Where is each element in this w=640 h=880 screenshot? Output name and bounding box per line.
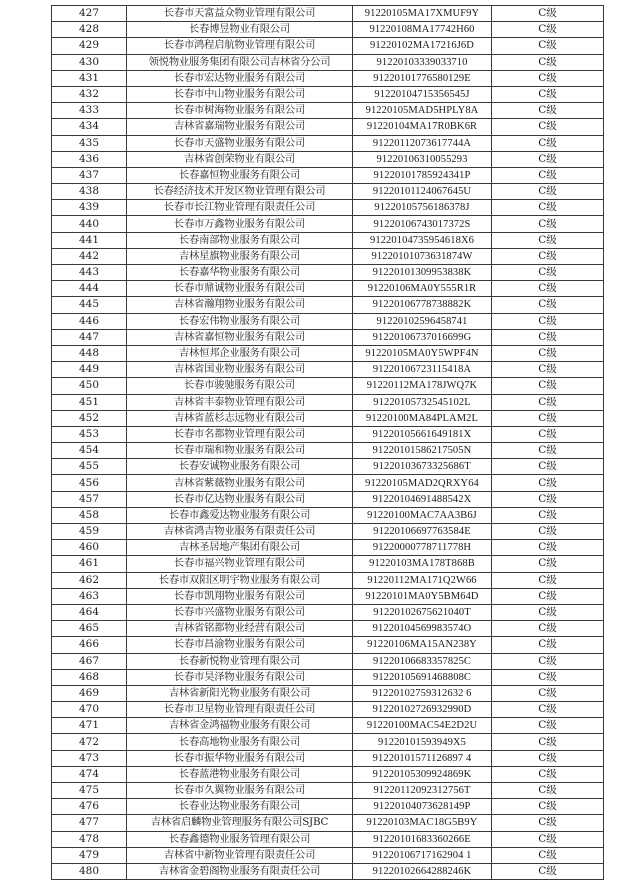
credit-code-cell: 91220106737016699G (353, 329, 492, 345)
credit-code-cell: 91220105309924869K (353, 766, 492, 782)
company-name-cell: 吉林省金碧阁物业服务有限责任公司 (127, 863, 353, 879)
grade-cell: C级 (492, 556, 604, 572)
company-name-cell: 长春市鼎诚物业服务有限公司 (127, 281, 353, 297)
table-row (52, 443, 604, 459)
company-name-cell: 吉林省国业物业服务有限公司 (127, 362, 353, 378)
grade-cell: C级 (492, 265, 604, 281)
credit-code-cell: 91220106717162904 1 (353, 847, 492, 863)
credit-code-cell: 91220112073617744A (353, 135, 492, 151)
row-number-cell: 454 (52, 443, 127, 459)
company-name-cell: 吉林省丰泰物业管理有限公司 (127, 394, 353, 410)
table-row (52, 863, 604, 879)
credit-code-cell: 91220101571126897 4 (353, 750, 492, 766)
company-name-cell: 吉林省嘉瑞物业服务有限公司 (127, 119, 353, 135)
credit-code-cell: 91220102726932990D (353, 702, 492, 718)
table-row (52, 604, 604, 620)
table-row (52, 750, 604, 766)
credit-code-cell: 91220102759312632 6 (353, 685, 492, 701)
row-number-cell: 436 (52, 151, 127, 167)
row-number-cell: 474 (52, 766, 127, 782)
row-number-cell: 429 (52, 38, 127, 54)
company-name-cell: 长春市昌渝物业服务有限公司 (127, 637, 353, 653)
row-number-cell: 462 (52, 572, 127, 588)
row-number-cell: 451 (52, 394, 127, 410)
company-name-cell: 长春宏伟物业服务有限公司 (127, 313, 353, 329)
row-number-cell: 449 (52, 362, 127, 378)
credit-code-cell: 91220105691468808C (353, 669, 492, 685)
table-row (52, 86, 604, 102)
table-row (52, 766, 604, 782)
row-number-cell: 478 (52, 831, 127, 847)
company-name-cell: 长春市鑫爱达物业服务有限公司 (127, 507, 353, 523)
company-name-cell: 吉林省瀚翔物业服务有限公司 (127, 297, 353, 313)
table-row (52, 345, 604, 361)
table-row (52, 637, 604, 653)
company-name-cell: 长春市鸿程启航物业管理有限公司 (127, 38, 353, 54)
row-number-cell: 460 (52, 540, 127, 556)
company-name-cell: 长春市兴盛物业服务有限公司 (127, 604, 353, 620)
credit-code-cell: 91220105MAD5HPLY8A (353, 103, 492, 119)
credit-code-cell: 91220105732545102L (353, 394, 492, 410)
credit-code-cell: 91220103673325686T (353, 459, 492, 475)
row-number-cell: 468 (52, 669, 127, 685)
table-row (52, 329, 604, 345)
company-name-cell: 吉林省启麟物业管理服务有限公司SJBC (127, 815, 353, 831)
credit-code-cell: 91220101586217505N (353, 443, 492, 459)
table-row (52, 70, 604, 86)
table-row (52, 459, 604, 475)
row-number-cell: 438 (52, 184, 127, 200)
grade-cell: C级 (492, 248, 604, 264)
row-number-cell: 443 (52, 265, 127, 281)
company-name-cell: 长春市长江物业管理有限责任公司 (127, 200, 353, 216)
credit-code-cell: 91220112092312756T (353, 783, 492, 799)
credit-code-cell: 91220000778711778H (353, 540, 492, 556)
row-number-cell: 448 (52, 345, 127, 361)
company-name-cell: 长春市中山物业服务有限公司 (127, 86, 353, 102)
table-row (52, 200, 604, 216)
credit-code-cell: 91220108MA17742H60 (353, 22, 492, 38)
credit-code-cell: 91220101776580129E (353, 70, 492, 86)
credit-code-cell: 91220102664288246K (353, 863, 492, 879)
credit-code-cell: 91220105756186378J (353, 200, 492, 216)
grade-cell: C级 (492, 426, 604, 442)
grade-cell: C级 (492, 297, 604, 313)
credit-code-cell: 91220104715356545J (353, 86, 492, 102)
table-row (52, 6, 604, 22)
table-row (52, 588, 604, 604)
table-row (52, 524, 604, 540)
company-name-cell: 长春市天富益众物业管理有限公司 (127, 6, 353, 22)
document-table-container (51, 5, 604, 880)
table-row (52, 556, 604, 572)
table-body (52, 6, 604, 880)
credit-code-cell: 91220112MA171Q2W66 (353, 572, 492, 588)
company-name-cell: 长春市亿达物业服务有限公司 (127, 491, 353, 507)
credit-code-cell: 91220100MAC54E2D2U (353, 718, 492, 734)
row-number-cell: 469 (52, 685, 127, 701)
company-name-cell: 长春市振华物业服务有限公司 (127, 750, 353, 766)
credit-code-cell: 91220104735954618X6 (353, 232, 492, 248)
company-name-cell: 吉林省蓝杉志远物业有限公司 (127, 410, 353, 426)
table-row (52, 621, 604, 637)
grade-cell: C级 (492, 766, 604, 782)
company-name-cell: 长春市卫星物业管理有限责任公司 (127, 702, 353, 718)
company-name-cell: 长春市久翼物业服务有限公司 (127, 783, 353, 799)
company-name-cell: 长春市宏达物业服务有限公司 (127, 70, 353, 86)
grade-cell: C级 (492, 847, 604, 863)
grade-cell: C级 (492, 863, 604, 879)
company-name-cell: 吉林省中新物业管理有限责任公司 (127, 847, 353, 863)
table-row (52, 216, 604, 232)
table-row (52, 653, 604, 669)
grade-cell: C级 (492, 200, 604, 216)
credit-code-cell: 91220104569983574O (353, 621, 492, 637)
grade-cell: C级 (492, 815, 604, 831)
grade-cell: C级 (492, 443, 604, 459)
table-row (52, 54, 604, 70)
table-row (52, 394, 604, 410)
row-number-cell: 431 (52, 70, 127, 86)
grade-cell: C级 (492, 184, 604, 200)
table-row (52, 151, 604, 167)
row-number-cell: 444 (52, 281, 127, 297)
grade-cell: C级 (492, 329, 604, 345)
grade-cell: C级 (492, 54, 604, 70)
row-number-cell: 457 (52, 491, 127, 507)
row-number-cell: 446 (52, 313, 127, 329)
table-row (52, 362, 604, 378)
company-name-cell: 吉林恒邦企业服务有限公司 (127, 345, 353, 361)
row-number-cell: 434 (52, 119, 127, 135)
credit-code-cell: 91220102596458741 (353, 313, 492, 329)
row-number-cell: 435 (52, 135, 127, 151)
grade-cell: C级 (492, 216, 604, 232)
table-row (52, 184, 604, 200)
table-row (52, 507, 604, 523)
company-name-cell: 吉林省金鸿福物业服务有限公司 (127, 718, 353, 734)
credit-code-cell: 91220101MA0Y5BM64D (353, 588, 492, 604)
credit-code-cell: 91220106310055293 (353, 151, 492, 167)
row-number-cell: 430 (52, 54, 127, 70)
company-name-cell: 吉林省新阳光物业服务有限公司 (127, 685, 353, 701)
row-number-cell: 459 (52, 524, 127, 540)
company-name-cell: 长春市天盛物业服务有限公司 (127, 135, 353, 151)
table-row (52, 248, 604, 264)
grade-cell: C级 (492, 475, 604, 491)
company-name-cell: 长春新悦物业管理有限公司 (127, 653, 353, 669)
table-row (52, 167, 604, 183)
row-number-cell: 477 (52, 815, 127, 831)
company-name-cell: 吉林星旗物业服务有限公司 (127, 248, 353, 264)
grade-cell: C级 (492, 103, 604, 119)
company-name-cell: 长春市万鑫物业服务有限公司 (127, 216, 353, 232)
table-row (52, 297, 604, 313)
credit-code-cell: 91220106743017372S (353, 216, 492, 232)
table-row (52, 799, 604, 815)
credit-code-cell: 91220106683357825C (353, 653, 492, 669)
grade-cell: C级 (492, 734, 604, 750)
row-number-cell: 472 (52, 734, 127, 750)
table-row (52, 135, 604, 151)
row-number-cell: 473 (52, 750, 127, 766)
row-number-cell: 465 (52, 621, 127, 637)
grade-cell: C级 (492, 459, 604, 475)
table-row (52, 572, 604, 588)
table-row (52, 119, 604, 135)
table-row (52, 815, 604, 831)
table-row (52, 265, 604, 281)
company-name-cell: 长春市瑞和物业服务有限公司 (127, 443, 353, 459)
grade-cell: C级 (492, 669, 604, 685)
credit-code-cell: 91220105MA17XMUF9Y (353, 6, 492, 22)
table-row (52, 475, 604, 491)
table-row (52, 783, 604, 799)
company-name-cell: 领悦物业服务集团有限公司吉林省分公司 (127, 54, 353, 70)
grade-cell: C级 (492, 718, 604, 734)
credit-code-cell: 91220101683360266E (353, 831, 492, 847)
company-name-cell: 长春市昊泽物业服务有限公司 (127, 669, 353, 685)
grade-cell: C级 (492, 22, 604, 38)
table-row (52, 232, 604, 248)
row-number-cell: 450 (52, 378, 127, 394)
row-number-cell: 433 (52, 103, 127, 119)
grade-cell: C级 (492, 410, 604, 426)
table-row (52, 378, 604, 394)
row-number-cell: 445 (52, 297, 127, 313)
grade-cell: C级 (492, 119, 604, 135)
credit-code-cell: 91220100MAC7AA3B6J (353, 507, 492, 523)
grade-cell: C级 (492, 588, 604, 604)
row-number-cell: 452 (52, 410, 127, 426)
credit-code-cell: 91220103339033710 (353, 54, 492, 70)
credit-code-cell: 91220106697763584E (353, 524, 492, 540)
row-number-cell: 470 (52, 702, 127, 718)
company-name-cell: 吉林省铭都物业经营有限公司 (127, 621, 353, 637)
grade-cell: C级 (492, 750, 604, 766)
row-number-cell: 428 (52, 22, 127, 38)
grade-cell: C级 (492, 38, 604, 54)
row-number-cell: 475 (52, 783, 127, 799)
table-row (52, 313, 604, 329)
row-number-cell: 453 (52, 426, 127, 442)
credit-code-cell: 91220106723115418A (353, 362, 492, 378)
credit-code-cell: 91220106MA0Y555R1R (353, 281, 492, 297)
grade-cell: C级 (492, 540, 604, 556)
row-number-cell: 464 (52, 604, 127, 620)
row-number-cell: 463 (52, 588, 127, 604)
row-number-cell: 455 (52, 459, 127, 475)
table-row (52, 281, 604, 297)
company-name-cell: 长春嘉华物业服务有限公司 (127, 265, 353, 281)
company-name-cell: 吉林圣居地产集团有限公司 (127, 540, 353, 556)
row-number-cell: 437 (52, 167, 127, 183)
company-name-cell: 长春市福兴物业管理有限公司 (127, 556, 353, 572)
grade-cell: C级 (492, 507, 604, 523)
credit-code-cell: 91220104073628149P (353, 799, 492, 815)
grade-cell: C级 (492, 604, 604, 620)
grade-cell: C级 (492, 572, 604, 588)
credit-code-cell: 91220101593949X5 (353, 734, 492, 750)
company-grade-table (51, 5, 604, 880)
grade-cell: C级 (492, 831, 604, 847)
credit-code-cell: 91220106MA15AN238Y (353, 637, 492, 653)
grade-cell: C级 (492, 135, 604, 151)
credit-code-cell: 91220101785924341P (353, 167, 492, 183)
company-name-cell: 吉林省紫薇物业服务有限公司 (127, 475, 353, 491)
grade-cell: C级 (492, 151, 604, 167)
company-name-cell: 长春市双阳区明宇物业服务有限公司 (127, 572, 353, 588)
company-name-cell: 长春市名都物业管理有限公司 (127, 426, 353, 442)
credit-code-cell: 91220105661649181X (353, 426, 492, 442)
table-row (52, 831, 604, 847)
company-name-cell: 长春经济技术开发区物业管理有限公司 (127, 184, 353, 200)
credit-code-cell: 91220106778738882K (353, 297, 492, 313)
grade-cell: C级 (492, 783, 604, 799)
table-row (52, 702, 604, 718)
grade-cell: C级 (492, 637, 604, 653)
credit-code-cell: 91220101309953838K (353, 265, 492, 281)
grade-cell: C级 (492, 394, 604, 410)
row-number-cell: 476 (52, 799, 127, 815)
row-number-cell: 479 (52, 847, 127, 863)
credit-code-cell: 91220103MA178T868B (353, 556, 492, 572)
row-number-cell: 461 (52, 556, 127, 572)
company-name-cell: 长春南部物业服务有限公司 (127, 232, 353, 248)
grade-cell: C级 (492, 281, 604, 297)
credit-code-cell: 91220112MA178JWQ7K (353, 378, 492, 394)
company-name-cell: 长春市凯翔物业服务有限公司 (127, 588, 353, 604)
company-name-cell: 长春嘉恒物业服务有限公司 (127, 167, 353, 183)
table-row (52, 426, 604, 442)
company-name-cell: 长春市骏驰服务有限公司 (127, 378, 353, 394)
table-row (52, 38, 604, 54)
row-number-cell: 439 (52, 200, 127, 216)
grade-cell: C级 (492, 6, 604, 22)
row-number-cell: 467 (52, 653, 127, 669)
grade-cell: C级 (492, 378, 604, 394)
row-number-cell: 471 (52, 718, 127, 734)
company-name-cell: 长春鑫德物业服务管理有限公司 (127, 831, 353, 847)
table-row (52, 22, 604, 38)
company-name-cell: 长春业达物业服务有限公司 (127, 799, 353, 815)
row-number-cell: 480 (52, 863, 127, 879)
company-name-cell: 吉林省嘉恒物业服务有限公司 (127, 329, 353, 345)
table-row (52, 669, 604, 685)
company-name-cell: 长春市树海物业服务有限公司 (127, 103, 353, 119)
row-number-cell: 432 (52, 86, 127, 102)
table-row (52, 734, 604, 750)
credit-code-cell: 91220103MAC18G5B9Y (353, 815, 492, 831)
grade-cell: C级 (492, 653, 604, 669)
grade-cell: C级 (492, 685, 604, 701)
table-row (52, 491, 604, 507)
credit-code-cell: 91220104691488542X (353, 491, 492, 507)
table-row (52, 847, 604, 863)
grade-cell: C级 (492, 491, 604, 507)
row-number-cell: 440 (52, 216, 127, 232)
row-number-cell: 456 (52, 475, 127, 491)
grade-cell: C级 (492, 524, 604, 540)
grade-cell: C级 (492, 86, 604, 102)
credit-code-cell: 91220101073631874W (353, 248, 492, 264)
grade-cell: C级 (492, 167, 604, 183)
row-number-cell: 442 (52, 248, 127, 264)
table-row (52, 718, 604, 734)
row-number-cell: 447 (52, 329, 127, 345)
table-row (52, 685, 604, 701)
grade-cell: C级 (492, 70, 604, 86)
row-number-cell: 441 (52, 232, 127, 248)
grade-cell: C级 (492, 621, 604, 637)
row-number-cell: 466 (52, 637, 127, 653)
grade-cell: C级 (492, 313, 604, 329)
grade-cell: C级 (492, 232, 604, 248)
company-name-cell: 长春博昱物业有限公司 (127, 22, 353, 38)
credit-code-cell: 91220104MA17R0BK6R (353, 119, 492, 135)
credit-code-cell: 91220101124067645U (353, 184, 492, 200)
grade-cell: C级 (492, 362, 604, 378)
credit-code-cell: 91220100MA84PLAM2L (353, 410, 492, 426)
credit-code-cell: 91220105MA0Y5WPF4N (353, 345, 492, 361)
row-number-cell: 427 (52, 6, 127, 22)
company-name-cell: 吉林省鸿吉物业服务有限责任公司 (127, 524, 353, 540)
table-row (52, 103, 604, 119)
grade-cell: C级 (492, 799, 604, 815)
company-name-cell: 长春蓝港物业服务有限公司 (127, 766, 353, 782)
company-name-cell: 吉林省创荣物业有限公司 (127, 151, 353, 167)
grade-cell: C级 (492, 702, 604, 718)
row-number-cell: 458 (52, 507, 127, 523)
credit-code-cell: 91220105MAD2QRXY64 (353, 475, 492, 491)
table-row (52, 540, 604, 556)
company-name-cell: 长春安诚物业服务有限公司 (127, 459, 353, 475)
credit-code-cell: 91220102675621040T (353, 604, 492, 620)
table-row (52, 410, 604, 426)
credit-code-cell: 91220102MA17216J6D (353, 38, 492, 54)
company-name-cell: 长春高地物业服务有限公司 (127, 734, 353, 750)
grade-cell: C级 (492, 345, 604, 361)
